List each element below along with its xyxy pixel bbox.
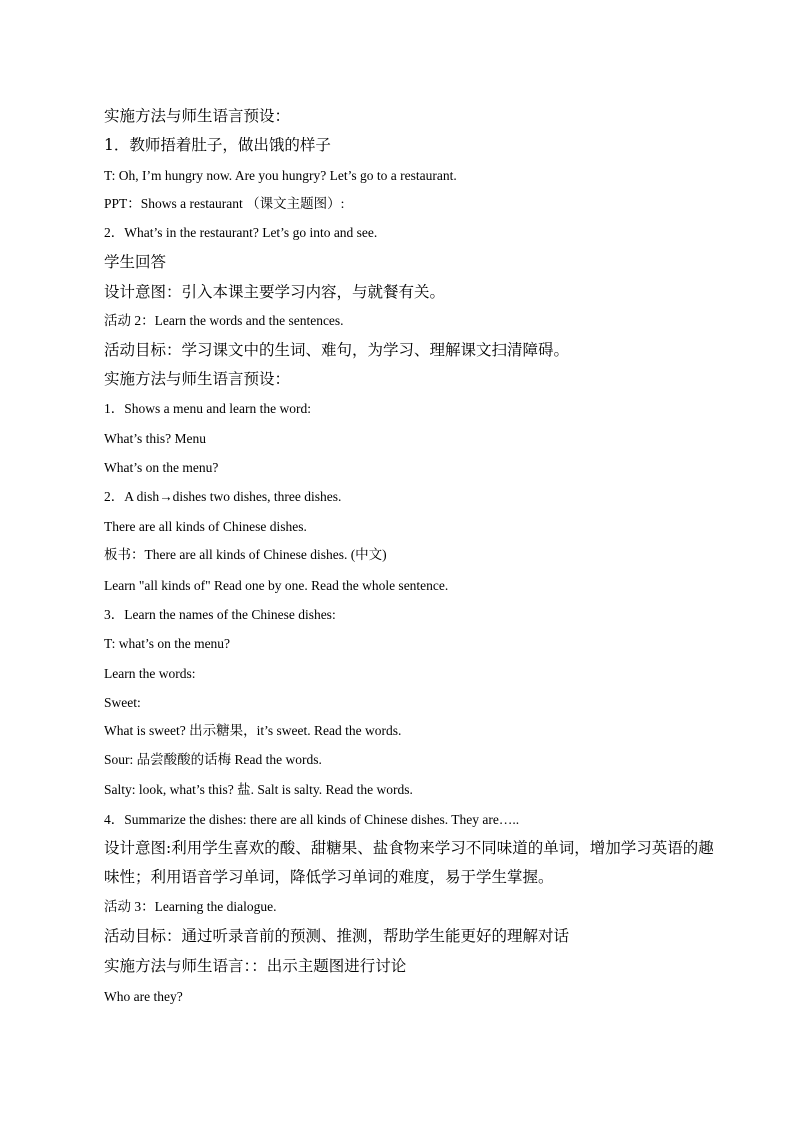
- text-line: 3．Learn the names of the Chinese dishes:: [104, 607, 336, 622]
- text-line: Sweet:: [104, 695, 141, 710]
- text-line: 学生回答: [104, 253, 167, 271]
- text-paragraph: 设计意图:利用学生喜欢的酸、甜糖果、盐食物来学习不同味道的单词，增加学习英语的趣味性；利用语音学习单词，降低学习单词的难度，易于学生掌握。: [104, 839, 714, 886]
- text-line: 活动 2：Learn the words and the sentences.: [104, 313, 344, 328]
- text-line: 1．Shows a menu and learn the word:: [104, 401, 311, 416]
- text-line: T: what’s on the menu?: [104, 636, 231, 651]
- text-line: There are all kinds of Chinese dishes.: [104, 519, 307, 534]
- text-line: What’s this? Menu: [104, 431, 206, 446]
- text-line: 活动目标：学习课文中的生词、难句，为学习、理解课文扫清障碍。: [104, 341, 570, 359]
- text-line: 2．What’s in the restaurant? Let’s go into and see.: [104, 225, 378, 240]
- text-line: T: Oh, I’m hungry now. Are you hungry? Let’s go to a restaurant.: [104, 168, 457, 183]
- text-line: 2．A dish→dishes two dishes, three dishes.: [104, 489, 342, 504]
- text-line: 活动 3：Learning the dialogue.: [104, 899, 277, 914]
- text-line: 实施方法与师生语言预设：: [104, 370, 291, 388]
- text-line: 1．教师捂着肚子，做出饿的样子: [104, 136, 331, 154]
- text-line: What is sweet? 出示糖果，it’s sweet. Read the words.: [104, 723, 402, 738]
- text-line: 实施方法与师生语言预设：: [104, 107, 291, 125]
- text-line: Learn "all kinds of" Read one by one. Read the whole sentence.: [104, 578, 449, 593]
- text-line: 4．Summarize the dishes: there are all kinds of Chinese dishes. They are…..: [104, 812, 520, 827]
- text-line: What’s on the menu?: [104, 460, 219, 475]
- text-line: 设计意图：引入本课主要学习内容，与就餐有关。: [104, 283, 446, 301]
- text-line: Sour: 品尝酸酸的话梅 Read the words.: [104, 752, 322, 767]
- text-line: 活动目标：通过听录音前的预测、推测，帮助学生能更好的理解对话: [104, 927, 570, 945]
- text-line: PPT：Shows a restaurant （课文主题图）:: [104, 196, 345, 211]
- text-line: Learn the words:: [104, 666, 196, 681]
- text-line: Salty: look, what’s this? 盐. Salt is salty. Read the words.: [104, 782, 413, 797]
- text-line: Who are they?: [104, 989, 183, 1004]
- text-line: 板书：There are all kinds of Chinese dishes. (中文): [104, 547, 387, 562]
- text-line: 实施方法与师生语言：：出示主题图进行讨论: [104, 957, 407, 975]
